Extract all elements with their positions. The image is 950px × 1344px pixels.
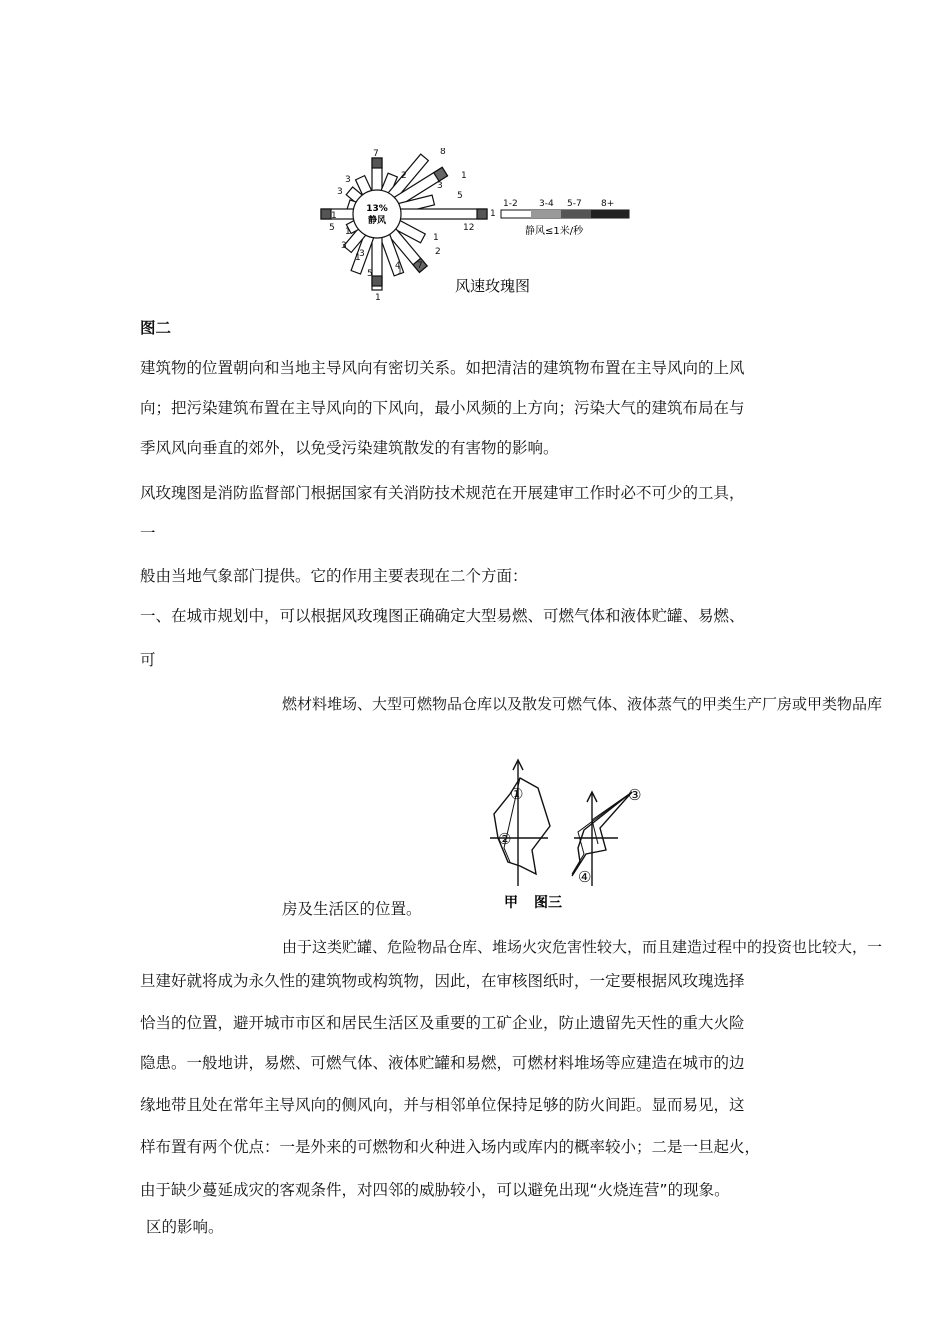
num-label: 2: [401, 171, 407, 181]
marker-3: ③: [628, 786, 642, 804]
center-percent: 13%: [366, 204, 388, 214]
paragraph-line: 般由当地气象部门提供。它的作用主要表现在二个方面：: [140, 567, 528, 585]
paragraph-line: 样布置有两个优点：一是外来的可燃物和火种进入场内或库内的概率较小；二是一旦起火，: [140, 1138, 761, 1156]
num-label: 1: [397, 267, 403, 277]
num-label: 1: [355, 253, 361, 263]
scale-tick: 3-4: [539, 199, 554, 209]
num-label: 4: [395, 261, 401, 271]
paragraph-line: 风玫瑰图是消防监督部门根据国家有关消防技术规范在开展建审工作时必不可少的工具，: [140, 484, 745, 502]
num-label: 3: [337, 187, 343, 197]
num-label: 3: [341, 241, 347, 251]
paragraph-line: 恰当的位置，避开城市市区和居民生活区及重要的工矿企业，防止遗留先天性的重大火险: [140, 1014, 745, 1032]
num-label: 1: [461, 171, 467, 181]
num-label: 2: [435, 247, 441, 257]
figure1-caption: 风速玫瑰图: [455, 277, 531, 295]
paragraph-line: 缘地带且处在常年主导风向的侧风向，并与相邻单位保持足够的防火间距。显而易见，这: [140, 1096, 745, 1114]
paragraph-line: 季风风向垂直的郊外，以免受污染建筑散发的有害物的影响。: [140, 439, 559, 457]
spoke-n-tip: [372, 158, 382, 168]
scale-note: 静风≤1米/秒: [525, 226, 584, 237]
scale-tick: 8+: [601, 199, 615, 209]
paragraph-line: 燃材料堆场、大型可燃物品仓库以及散发可燃气体、液体蒸气的甲类生产厂房或甲类物品库: [282, 695, 883, 713]
num-label: 8: [440, 148, 446, 157]
num-label: 1: [375, 293, 381, 303]
wind-rose-center: [353, 190, 401, 238]
paragraph-line: 向；把污染建筑布置在主导风向的下风向，最小风频的上方向；污染大气的建筑布局在与: [140, 399, 745, 417]
num-label: 3: [359, 249, 365, 259]
marker-2: ②: [498, 830, 512, 848]
num-label: 5: [457, 191, 463, 201]
num-label: 5: [367, 269, 373, 279]
paragraph-line: 隐患。一般地讲，易燃、可燃气体、液体贮罐和易燃，可燃材料堆场等应建造在城市的边: [140, 1054, 745, 1072]
center-label: 静风: [367, 216, 387, 226]
num-label: 3: [437, 181, 443, 191]
paragraph-line: 可: [140, 651, 156, 669]
paragraph-line: 一: [140, 524, 156, 542]
wind-rose-sketch-figure: [480, 758, 670, 913]
figure2-label: 甲: [504, 895, 518, 911]
num-label: 7: [417, 261, 423, 271]
scale-tick: 5-7: [567, 199, 582, 209]
marker-1: ①: [510, 785, 524, 803]
scale-tick: 1-2: [503, 199, 518, 209]
num-label: 5: [329, 223, 335, 233]
wind-rose-figure: [315, 148, 645, 308]
paragraph-line: 由于这类贮罐、危险物品仓库、堆场火灾危害性较大，而且建造过程中的投资也比较大，一: [282, 938, 883, 956]
figure-label: 图二: [140, 319, 172, 337]
paragraph-line: 区的影响。: [146, 1218, 224, 1236]
paragraph-line: 建筑物的位置朝向和当地主导风向有密切关系。如把清洁的建筑物布置在主导风向的上风: [140, 359, 745, 377]
paragraph-line: 房及生活区的位置。: [282, 900, 422, 918]
paragraph-line: 旦建好就将成为永久性的建筑物或构筑物，因此，在审核图纸时，一定要根据风玫瑰选择: [140, 972, 745, 990]
num-label: 12: [463, 223, 475, 233]
figure2-caption: 图三: [534, 895, 562, 911]
paragraph-line: 由于缺少蔓延成灾的客观条件，对四邻的威胁较小，可以避免出现“火烧连营”的现象。: [140, 1181, 730, 1199]
marker-4: ④: [578, 868, 592, 886]
num-label: 3: [345, 175, 351, 185]
num-label: 1: [331, 211, 337, 221]
num-label: 1: [433, 233, 439, 243]
num-label: 1: [345, 227, 351, 237]
speed-scale-legend: [501, 199, 629, 237]
paragraph-line: 一、在城市规划中，可以根据风玫瑰图正确确定大型易燃、可燃气体和液体贮罐、易燃、: [140, 607, 745, 625]
num-label: 7: [373, 149, 379, 159]
num-label: 1: [490, 209, 496, 219]
rose-outline-right: [572, 792, 632, 876]
